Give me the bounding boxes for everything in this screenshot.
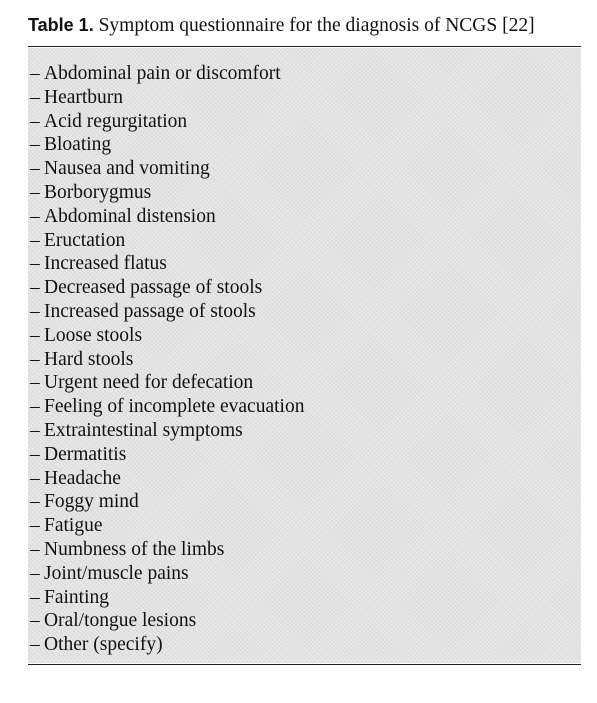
list-dash-marker: – bbox=[30, 538, 40, 560]
symptom-label: Extraintestinal symptoms bbox=[44, 419, 243, 441]
symptom-item bbox=[30, 157, 304, 181]
list-dash-marker: – bbox=[30, 110, 40, 132]
symptom-item bbox=[30, 371, 304, 395]
table-top-rule bbox=[28, 46, 581, 47]
symptom-item bbox=[30, 276, 304, 300]
list-dash-marker: – bbox=[30, 134, 40, 156]
list-dash-marker: – bbox=[30, 372, 40, 394]
symptom-label: Abdominal distension bbox=[44, 205, 216, 227]
symptom-label: Acid regurgitation bbox=[44, 110, 188, 132]
symptom-list bbox=[30, 62, 304, 657]
symptom-label: Joint/muscle pains bbox=[44, 562, 189, 584]
symptom-label: Fatigue bbox=[44, 515, 103, 537]
list-dash-marker: – bbox=[30, 158, 40, 180]
symptom-item bbox=[30, 348, 304, 372]
symptom-item bbox=[30, 324, 304, 348]
table-caption-text: Symptom questionnaire for the diagnosis of NCGS [22] bbox=[93, 15, 535, 36]
symptom-label: Abdominal pain or discomfort bbox=[44, 63, 281, 84]
table-caption-label: Table 1. bbox=[28, 15, 94, 35]
symptom-item bbox=[30, 300, 304, 324]
symptom-item bbox=[30, 229, 304, 253]
symptom-item bbox=[30, 538, 304, 562]
list-dash-marker: – bbox=[30, 515, 40, 537]
list-dash-marker: – bbox=[30, 253, 40, 275]
symptom-item bbox=[30, 133, 304, 157]
symptom-item bbox=[30, 419, 304, 443]
symptom-item bbox=[30, 62, 304, 86]
list-dash-marker: – bbox=[30, 467, 40, 489]
symptom-label: Bloating bbox=[44, 134, 112, 156]
list-dash-marker: – bbox=[30, 634, 40, 656]
symptom-label: Numbness of the limbs bbox=[44, 538, 225, 560]
list-dash-marker: – bbox=[30, 86, 40, 108]
symptom-item bbox=[30, 395, 304, 419]
symptom-item bbox=[30, 633, 304, 657]
symptom-item bbox=[30, 490, 304, 514]
symptom-item bbox=[30, 562, 304, 586]
symptom-item bbox=[30, 514, 304, 538]
list-dash-marker: – bbox=[30, 277, 40, 299]
symptom-label: Other (specify) bbox=[44, 634, 163, 656]
list-dash-marker: – bbox=[30, 324, 40, 346]
symptom-item bbox=[30, 181, 304, 205]
symptom-item bbox=[30, 252, 304, 276]
list-dash-marker: – bbox=[30, 300, 40, 322]
list-dash-marker: – bbox=[30, 419, 40, 441]
list-dash-marker: – bbox=[30, 443, 40, 465]
symptom-label: Feeling of incomplete evacuation bbox=[44, 396, 305, 418]
list-dash-marker: – bbox=[30, 396, 40, 418]
symptom-label: Nausea and vomiting bbox=[44, 158, 210, 180]
symptom-item bbox=[30, 443, 304, 467]
list-dash-marker: – bbox=[30, 63, 40, 84]
symptom-label: Foggy mind bbox=[44, 491, 139, 513]
symptom-label: Headache bbox=[44, 467, 121, 489]
symptom-label: Dermatitis bbox=[44, 443, 127, 465]
list-dash-marker: – bbox=[30, 586, 40, 608]
symptom-label: Decreased passage of stools bbox=[44, 277, 263, 299]
symptom-label: Urgent need for defecation bbox=[44, 372, 254, 394]
list-dash-marker: – bbox=[30, 181, 40, 203]
table-bottom-rule bbox=[28, 664, 581, 665]
symptom-label: Fainting bbox=[44, 586, 110, 608]
symptom-label: Increased passage of stools bbox=[44, 300, 256, 322]
symptom-label: Increased flatus bbox=[44, 253, 167, 275]
symptom-item bbox=[30, 467, 304, 491]
symptom-label: Hard stools bbox=[44, 348, 134, 370]
symptom-item bbox=[30, 586, 304, 610]
symptom-label: Loose stools bbox=[44, 324, 143, 346]
symptom-item bbox=[30, 609, 304, 633]
symptom-item bbox=[30, 205, 304, 229]
symptom-item bbox=[30, 86, 304, 110]
symptom-item bbox=[30, 110, 304, 134]
symptom-label: Borborygmus bbox=[44, 181, 152, 203]
list-dash-marker: – bbox=[30, 229, 40, 251]
symptom-label: Eructation bbox=[44, 229, 126, 251]
list-dash-marker: – bbox=[30, 348, 40, 370]
symptom-label: Heartburn bbox=[44, 86, 124, 108]
list-dash-marker: – bbox=[30, 610, 40, 632]
symptom-label: Oral/tongue lesions bbox=[44, 610, 197, 632]
list-dash-marker: – bbox=[30, 562, 40, 584]
list-dash-marker: – bbox=[30, 491, 40, 513]
table-caption bbox=[28, 12, 588, 39]
list-dash-marker: – bbox=[30, 205, 40, 227]
